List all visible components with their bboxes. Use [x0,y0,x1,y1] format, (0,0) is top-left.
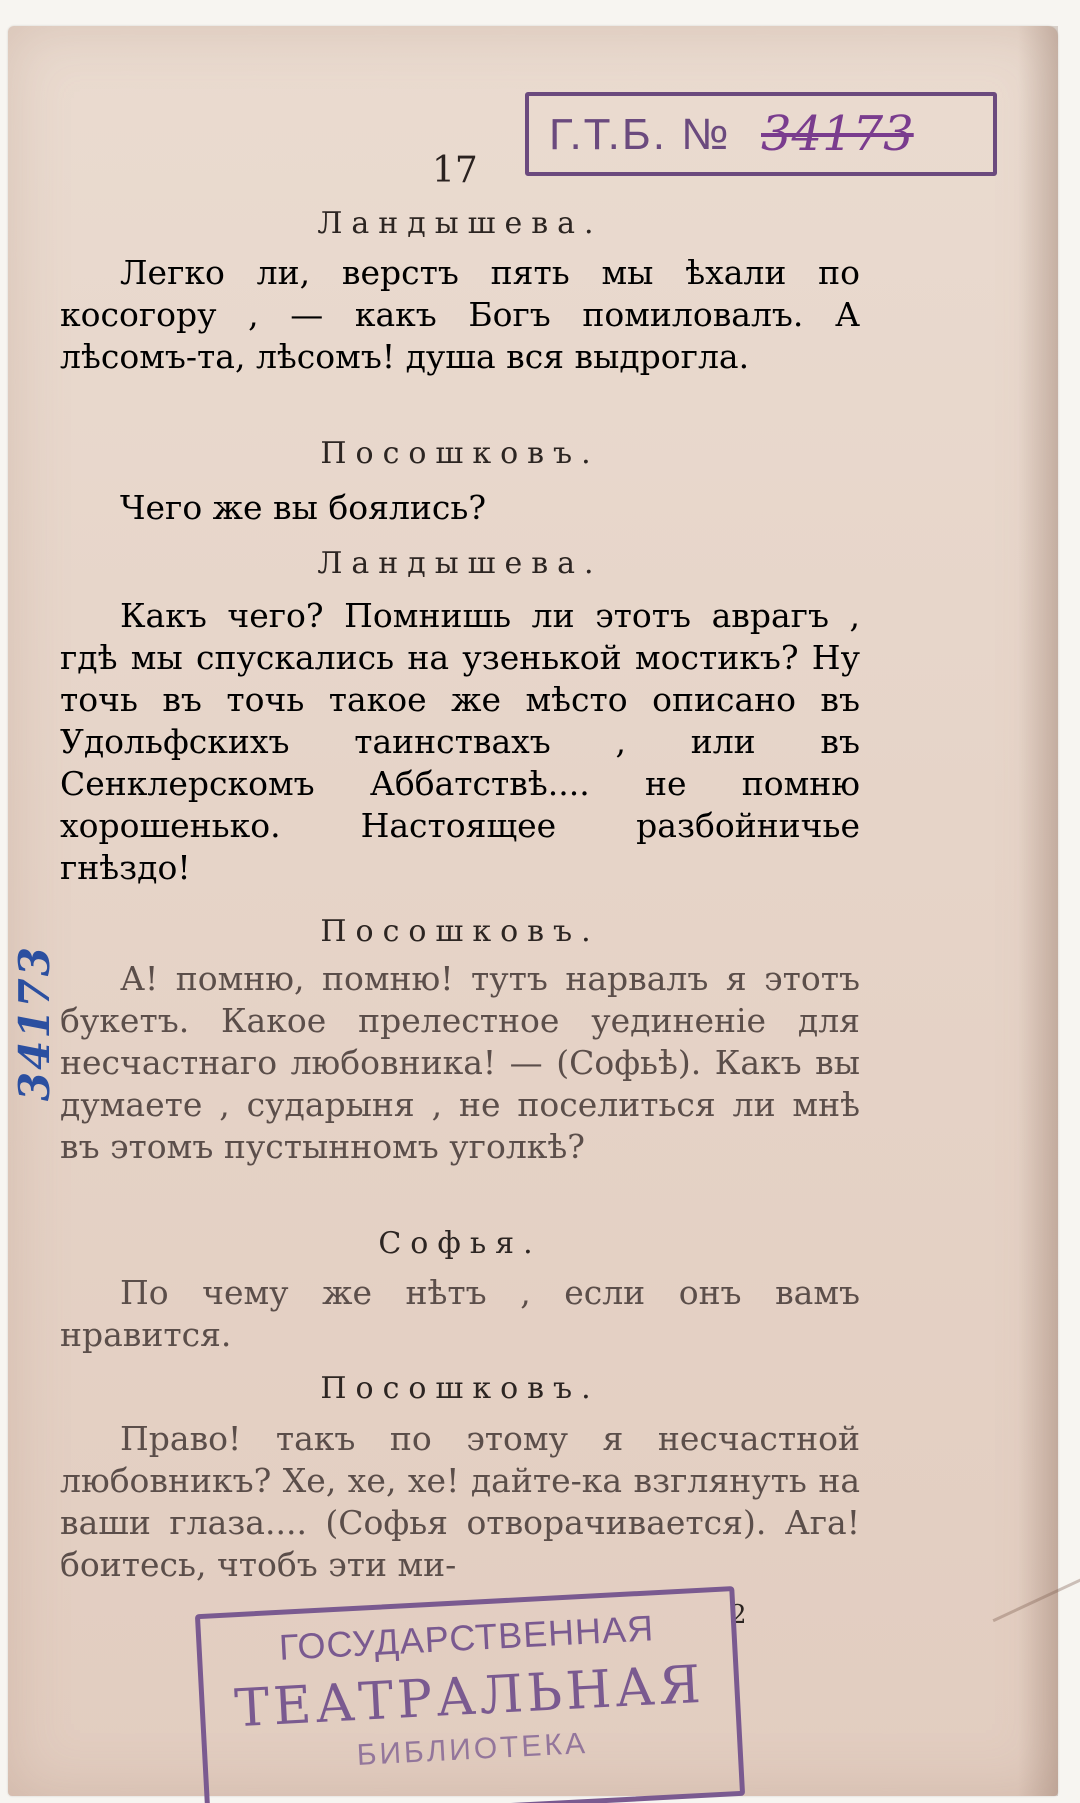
stamp-line: ГОСУДАРСТВЕННАЯ [277,1607,655,1668]
speech-paragraph: По чему же нѣтъ , если онъ вамъ нравится. [60,1273,860,1354]
library-stamp-top [525,92,997,176]
speaker-heading: Ландышева. [317,546,603,581]
stamp-number: 34173 [761,106,914,162]
speaker-heading: Ландышева. [317,206,603,241]
inventory-number-handwritten: 34173 [10,945,59,1102]
library-stamp-bottom [195,1586,745,1803]
speaker-heading: Посошковъ. [320,1371,600,1406]
signature-mark: 2 [730,1600,747,1630]
speech-paragraph: Чего же вы боялись? [120,488,487,527]
speaker-heading: Посошковъ. [320,914,600,949]
speech-paragraph: Какъ чего? Помнишь ли этотъ аврагъ , гдѣ мы спускались на узенькой мостикъ? Ну точь въ точь такое же мѣсто описано въ Удольфскихъ таинствахъ , или въ Сенклерскомъ Аббатствѣ.... не помню хорошенько. Настоящее разбойничье гнѣздо! [60,596,860,887]
speaker-heading: Софья. [378,1226,542,1261]
speech-paragraph: Легко ли, верстъ пять мы ѣхали по косогору , — какъ Богъ помиловалъ. А лѣсомъ-та, лѣсомъ! душа вся выдрогла. [60,253,860,376]
speaker-heading: Посошковъ. [320,436,600,471]
stamp-line: БИБЛИОТЕКА [355,1726,589,1772]
page-edge-shadow [1018,26,1058,1796]
speech-paragraph: А! помню, помню! тутъ нарвалъ я этотъ букетъ. Какое прелестное уединеніе для несчастнаго любовника! — (Софьѣ). Какъ вы думаете , сударыня , не поселиться ли мнѣ въ этомъ пустынномъ уголкѣ? [60,959,860,1166]
page-number: 17 [432,150,478,191]
speech-paragraph: Право! такъ по этому я несчастной любовникъ? Хе, хе, хе! дайте-ка взглянуть на ваши глаза.... (Софья отворачивается). Ага! боитесь, чтобъ эти ми- [60,1419,860,1584]
stamp-line: ТЕАТРАЛЬНАЯ [233,1654,706,1740]
stamp-label: Г.Т.Б. № [549,110,731,159]
